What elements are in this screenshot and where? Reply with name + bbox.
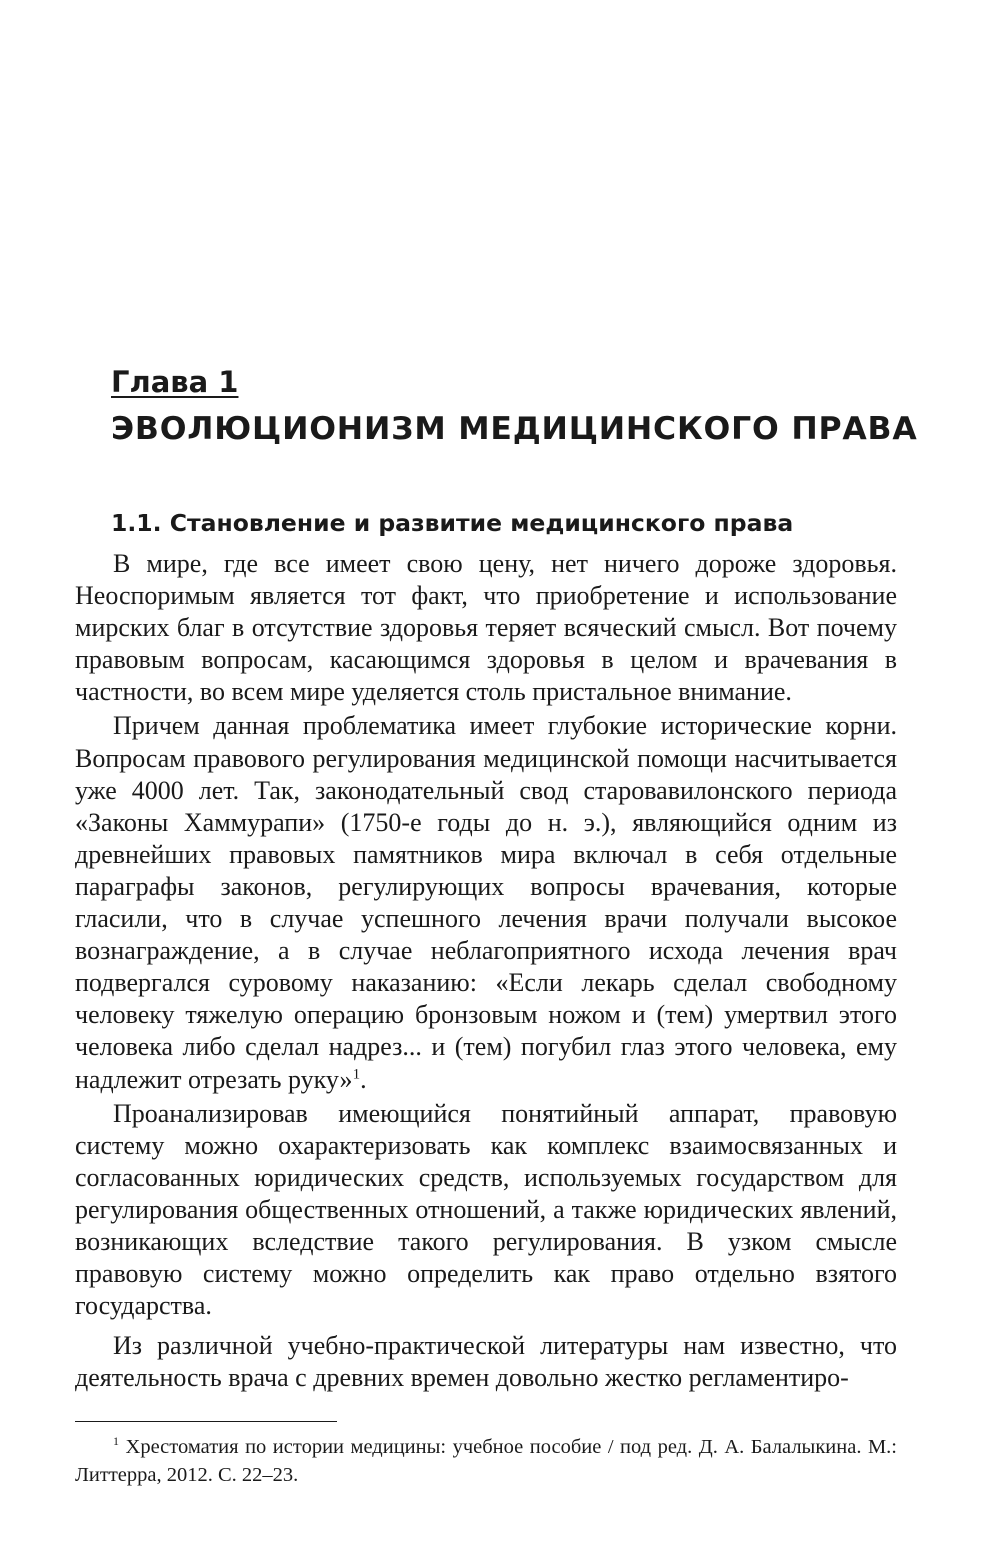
footnote-marker: 1 xyxy=(113,1434,119,1449)
paragraph xyxy=(75,548,897,708)
paragraph xyxy=(75,1098,897,1323)
paragraph xyxy=(75,1330,897,1394)
body-text xyxy=(75,548,897,1394)
paragraph-text: Проанализировав имеющийся понятийный аппарат, правовую систему можно охарактеризовать как комплекс взаимосвязанных и согласованных юридических средств, используемых государством для регулирования общественных отношений, а также юридических явлений, возникающих вследствие такого регулирования. В узком смысле правовую систему можно определить как право отдельно взятого государства. xyxy=(75,1098,897,1321)
footnote-separator xyxy=(75,1421,337,1422)
chapter-title: ЭВОЛЮЦИОНИЗМ МЕДИЦИНСКОГО ПРАВА xyxy=(111,411,918,447)
paragraph: Причем данная проблематика имеет глубокие исторические корни. Вопросам правового регулирования медицинской помощи насчитывается уже 4000 лет. Так, законодательный свод старовавилонского периода «Законы Хаммурапи» (1750-е годы до н. э.), являющийся одним из древнейших правовых памятников мира включал в себя отдельные параграфы законов, регулирующих вопросы врачевания, которые гласили, что в случае успешного лечения врачи получали высокое вознаграждение, а в случае неблагоприятного исхода лечения врач подвергался суровому наказанию: «Если лекарь сделал свободному человеку тяжелую операцию бронзовым ножом и (тем) умертвил этого человека либо сделал надрез... и (тем) погубил глаз этого человека, ему надлежит отрезать руку»$^1$. xyxy=(75,711,897,1094)
footnote-reference[interactable]: 1 xyxy=(352,1065,361,1082)
section-title: 1.1. Становление и развитие медицинского права xyxy=(111,509,794,537)
paragraph-text: Причем данная проблематика имеет глубокие исторические корни. Вопросам правового регулирования медицинской помощи насчитывается уже 4000 лет. Так, законодательный свод старовавилонского периода «Законы Хаммурапи» (1750-е годы до н. э.), являющийся одним из древнейших правовых памятников мира включал в себя отдельные параграфы законов, регулирующих вопросы врачевания, которые гласили, что в случае успешного лечения врачи получали высокое вознаграждение, а в случае неблагоприятного исхода лечения врач подвергался суровому наказанию: «Если лекарь сделал свободному человеку тяжелую операцию бронзовым ножом и (тем) умертвил этого человека либо сделал надрез... и (тем) погубил глаз этого человека, ему надлежит отрезать руку» xyxy=(75,711,897,1094)
paragraph-text: Из различной учебно-практической литературы нам известно, что деятельность врача с древних времен довольно жестко регламентиро- xyxy=(75,1331,897,1393)
footnote-text: Хрестоматия по истории медицины: учебное пособие / под ред. Д. А. Балалыкина. М.: Литтерра, 2012. С. 22–23. xyxy=(75,1436,898,1486)
chapter-label: Глава 1 xyxy=(111,365,239,399)
footnote xyxy=(75,1433,897,1489)
paragraph-text: В мире, где все имеет свою цену, нет ничего дороже здоровья. Неоспоримым является тот факт, что приобретение и использование мирских благ в отсутствие здоровья теряет всяческий смысл. Вот почему правовым вопросам, касающимся здоровья в целом и врачевания в частности, во всем мире уделяется столь пристальное внимание. xyxy=(75,549,897,707)
